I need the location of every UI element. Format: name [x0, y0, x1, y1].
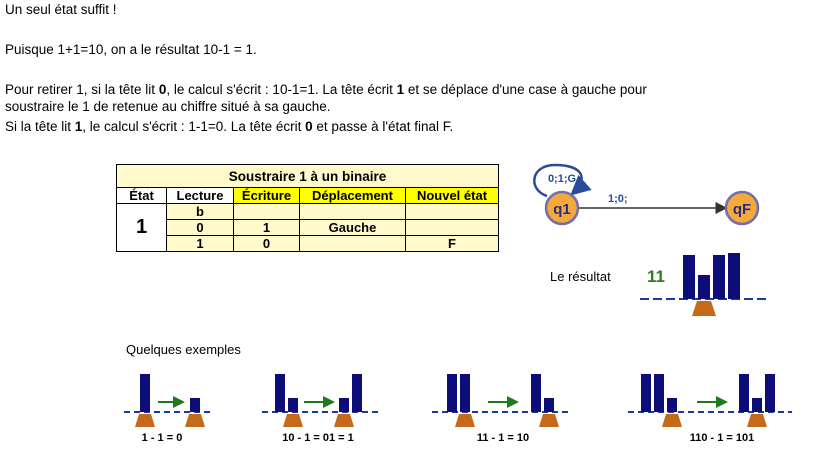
- edge-label: 1;0;: [608, 193, 628, 205]
- tape-bar: [288, 398, 298, 412]
- tape-bar: [447, 374, 457, 412]
- state-q1-label: q1: [553, 201, 571, 218]
- tape-bar: [654, 374, 664, 412]
- tape-head-icon: [539, 414, 559, 427]
- tape-bar: [460, 374, 470, 412]
- tape-head-icon: [185, 414, 205, 427]
- tape-bar: [683, 255, 695, 299]
- example-caption: 1 - 1 = 0: [141, 432, 183, 444]
- result-label: Le résultat: [550, 269, 611, 284]
- table-cell: 0: [167, 220, 234, 236]
- state-cell: 1: [117, 204, 167, 252]
- example-3: [432, 374, 568, 444]
- examples-heading: Quelques exemples: [126, 342, 241, 357]
- result-tape: [550, 253, 770, 316]
- header-new-state: Nouvel état: [406, 188, 499, 204]
- rule-read-zero-cont: soustraire le 1 de retenue au chiffre situé à sa gauche.: [5, 99, 331, 114]
- header-state: État: [117, 188, 167, 204]
- table-cell: b: [167, 204, 234, 220]
- tape-bar: [190, 398, 200, 412]
- tape-head-icon: [692, 301, 716, 316]
- tape-bar: [728, 253, 740, 299]
- rule-read-one: Si la tête lit 1, le calcul s'écrit : 1-1=0. La tête écrit 0 et passe à l'état final F.: [5, 119, 454, 134]
- tape-head-icon: [283, 414, 303, 427]
- table-cell: Gauche: [300, 220, 406, 236]
- table-cell: 0: [234, 236, 300, 252]
- state-qf-label: qF: [732, 201, 752, 218]
- example-2: [262, 374, 382, 444]
- tape-bar-written: [698, 275, 710, 299]
- header-read: Lecture: [167, 188, 234, 204]
- table-cell: 1: [234, 220, 300, 236]
- table-cell: F: [406, 236, 499, 252]
- sum-line: Puisque 1+1=10, on a le résultat 10-1 = 1.: [5, 42, 257, 57]
- tape-head-icon: [135, 414, 155, 427]
- tape-bar: [765, 374, 775, 412]
- tape-bar: [667, 398, 677, 412]
- example-caption: 11 - 1 = 10: [476, 432, 530, 444]
- tape-bar: [752, 398, 762, 412]
- example-caption: 110 - 1 = 101: [689, 432, 755, 444]
- tape-bar: [275, 374, 285, 412]
- header-move: Déplacement: [300, 188, 406, 204]
- tape-head-icon: [455, 414, 475, 427]
- table-title: Soustraire 1 à un binaire: [117, 165, 499, 188]
- tape-bar: [544, 398, 554, 412]
- loop-label: 0;1;G: [547, 173, 577, 185]
- tape-bar: [641, 374, 651, 412]
- tape-head-icon: [334, 414, 354, 427]
- state-diagram: [534, 165, 758, 224]
- example-1: [124, 374, 212, 444]
- tape-head-icon: [662, 414, 682, 427]
- tape-bar: [140, 374, 150, 412]
- tape-head-icon: [747, 414, 767, 427]
- example-4: [628, 374, 792, 444]
- example-caption: 10 - 1 = 01 = 1: [282, 432, 354, 444]
- intro-line: Un seul état suffit !: [5, 2, 117, 17]
- tape-bar: [352, 374, 362, 412]
- table-cell: 1: [167, 236, 234, 252]
- header-write: Écriture: [234, 188, 300, 204]
- result-value: 11: [647, 267, 665, 286]
- tape-bar: [713, 255, 725, 299]
- tape-bar: [531, 374, 541, 412]
- tape-bar: [339, 398, 349, 412]
- tape-bar: [739, 374, 749, 412]
- rule-read-zero: Pour retirer 1, si la tête lit 0, le calcul s'écrit : 10-1=1. La tête écrit 1 et se déplace d'une case à gauche pour: [5, 82, 647, 97]
